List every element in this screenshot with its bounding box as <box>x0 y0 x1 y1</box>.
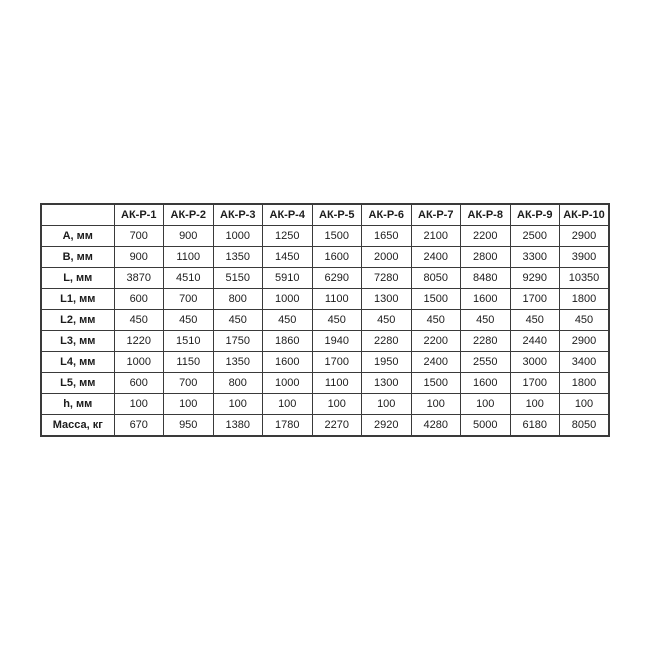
table-cell: 1700 <box>312 352 362 373</box>
table-cell: 600 <box>114 373 164 394</box>
table-cell: 2270 <box>312 415 362 437</box>
table-cell: 100 <box>510 394 560 415</box>
table-cell: 8480 <box>461 268 511 289</box>
table-cell: 2200 <box>461 226 511 247</box>
row-label: L1, мм <box>41 289 114 310</box>
table-cell: 700 <box>164 289 214 310</box>
table-cell: 1100 <box>164 247 214 268</box>
column-header-10: АК-Р-10 <box>560 204 610 226</box>
table-cell: 9290 <box>510 268 560 289</box>
table-cell: 450 <box>411 310 461 331</box>
table-cell: 1150 <box>164 352 214 373</box>
table-cell: 5910 <box>263 268 313 289</box>
table-row <box>41 331 609 352</box>
table-cell: 600 <box>114 289 164 310</box>
table-cell: 100 <box>263 394 313 415</box>
table-cell: 8050 <box>411 268 461 289</box>
table-cell: 2400 <box>411 247 461 268</box>
table-cell: 1600 <box>312 247 362 268</box>
table-cell: 2800 <box>461 247 511 268</box>
table-cell: 2550 <box>461 352 511 373</box>
table-cell: 3000 <box>510 352 560 373</box>
table-cell: 3870 <box>114 268 164 289</box>
table-cell: 3300 <box>510 247 560 268</box>
table-cell: 1000 <box>263 289 313 310</box>
table-cell: 2280 <box>461 331 511 352</box>
table-cell: 100 <box>461 394 511 415</box>
column-header-5: АК-Р-5 <box>312 204 362 226</box>
table-cell: 700 <box>114 226 164 247</box>
table-body <box>41 226 609 437</box>
table-cell: 100 <box>213 394 263 415</box>
table-row <box>41 352 609 373</box>
column-header-1: АК-Р-1 <box>114 204 164 226</box>
table-cell: 450 <box>164 310 214 331</box>
table-cell: 1510 <box>164 331 214 352</box>
table-cell: 1600 <box>461 373 511 394</box>
table-cell: 1780 <box>263 415 313 437</box>
table-row <box>41 394 609 415</box>
table-cell: 450 <box>312 310 362 331</box>
table-cell: 450 <box>560 310 610 331</box>
table-cell: 2200 <box>411 331 461 352</box>
table-cell: 5150 <box>213 268 263 289</box>
column-header-2: АК-Р-2 <box>164 204 214 226</box>
table-cell: 2440 <box>510 331 560 352</box>
row-label: А, мм <box>41 226 114 247</box>
column-header-8: АК-Р-8 <box>461 204 511 226</box>
table-cell: 1350 <box>213 352 263 373</box>
column-header-7: АК-Р-7 <box>411 204 461 226</box>
table-cell: 2900 <box>560 226 610 247</box>
table-cell: 2400 <box>411 352 461 373</box>
table-cell: 1800 <box>560 373 610 394</box>
table-cell: 2000 <box>362 247 412 268</box>
table-cell: 3400 <box>560 352 610 373</box>
table-cell: 1600 <box>263 352 313 373</box>
table-cell: 900 <box>114 247 164 268</box>
table-cell: 6180 <box>510 415 560 437</box>
table-cell: 1700 <box>510 289 560 310</box>
column-header-4: АК-Р-4 <box>263 204 313 226</box>
table-row <box>41 226 609 247</box>
table-cell: 10350 <box>560 268 610 289</box>
table-cell: 100 <box>411 394 461 415</box>
table-cell: 2920 <box>362 415 412 437</box>
table-cell: 2100 <box>411 226 461 247</box>
header-row <box>41 204 609 226</box>
row-label: h, мм <box>41 394 114 415</box>
table-cell: 1500 <box>312 226 362 247</box>
table-cell: 1450 <box>263 247 313 268</box>
table-cell: 900 <box>164 226 214 247</box>
table-row <box>41 268 609 289</box>
table-row <box>41 415 609 437</box>
table-cell: 100 <box>164 394 214 415</box>
table-cell: 1000 <box>114 352 164 373</box>
table-row <box>41 373 609 394</box>
table-cell: 1700 <box>510 373 560 394</box>
row-label: L5, мм <box>41 373 114 394</box>
spec-table <box>40 203 610 437</box>
table-cell: 1250 <box>263 226 313 247</box>
column-header-9: АК-Р-9 <box>510 204 560 226</box>
table-cell: 1000 <box>263 373 313 394</box>
table-cell: 700 <box>164 373 214 394</box>
table-cell: 1380 <box>213 415 263 437</box>
table-cell: 8050 <box>560 415 610 437</box>
table-cell: 7280 <box>362 268 412 289</box>
table-row <box>41 310 609 331</box>
table-cell: 1800 <box>560 289 610 310</box>
table-cell: 1000 <box>213 226 263 247</box>
table-cell: 1100 <box>312 373 362 394</box>
column-header-3: АК-Р-3 <box>213 204 263 226</box>
table-cell: 450 <box>461 310 511 331</box>
table-cell: 100 <box>362 394 412 415</box>
table-cell: 800 <box>213 289 263 310</box>
table-cell: 100 <box>560 394 610 415</box>
row-label: В, мм <box>41 247 114 268</box>
row-label: L4, мм <box>41 352 114 373</box>
row-label: Масса, кг <box>41 415 114 437</box>
table-cell: 950 <box>164 415 214 437</box>
table-cell: 6290 <box>312 268 362 289</box>
table-cell: 450 <box>213 310 263 331</box>
table-cell: 2500 <box>510 226 560 247</box>
table-cell: 2280 <box>362 331 412 352</box>
table-cell: 4280 <box>411 415 461 437</box>
table-cell: 100 <box>312 394 362 415</box>
table-cell: 670 <box>114 415 164 437</box>
table-cell: 3900 <box>560 247 610 268</box>
table-cell: 450 <box>362 310 412 331</box>
table-cell: 450 <box>114 310 164 331</box>
row-label: L2, мм <box>41 310 114 331</box>
table-cell: 1300 <box>362 289 412 310</box>
row-label: L, мм <box>41 268 114 289</box>
corner-cell <box>41 204 114 226</box>
table-row <box>41 289 609 310</box>
table-cell: 1500 <box>411 373 461 394</box>
table-cell: 1220 <box>114 331 164 352</box>
table-cell: 1940 <box>312 331 362 352</box>
table-cell: 1300 <box>362 373 412 394</box>
table-cell: 1350 <box>213 247 263 268</box>
table-cell: 100 <box>114 394 164 415</box>
table-cell: 1600 <box>461 289 511 310</box>
table-cell: 800 <box>213 373 263 394</box>
table-cell: 1750 <box>213 331 263 352</box>
table-cell: 1860 <box>263 331 313 352</box>
row-label: L3, мм <box>41 331 114 352</box>
column-header-6: АК-Р-6 <box>362 204 412 226</box>
table-cell: 1650 <box>362 226 412 247</box>
table-cell: 5000 <box>461 415 511 437</box>
table-cell: 4510 <box>164 268 214 289</box>
table-cell: 2900 <box>560 331 610 352</box>
spec-table-container <box>40 203 610 437</box>
table-cell: 450 <box>510 310 560 331</box>
table-cell: 1950 <box>362 352 412 373</box>
table-row <box>41 247 609 268</box>
table-header <box>41 204 609 226</box>
table-cell: 1500 <box>411 289 461 310</box>
table-cell: 1100 <box>312 289 362 310</box>
table-cell: 450 <box>263 310 313 331</box>
